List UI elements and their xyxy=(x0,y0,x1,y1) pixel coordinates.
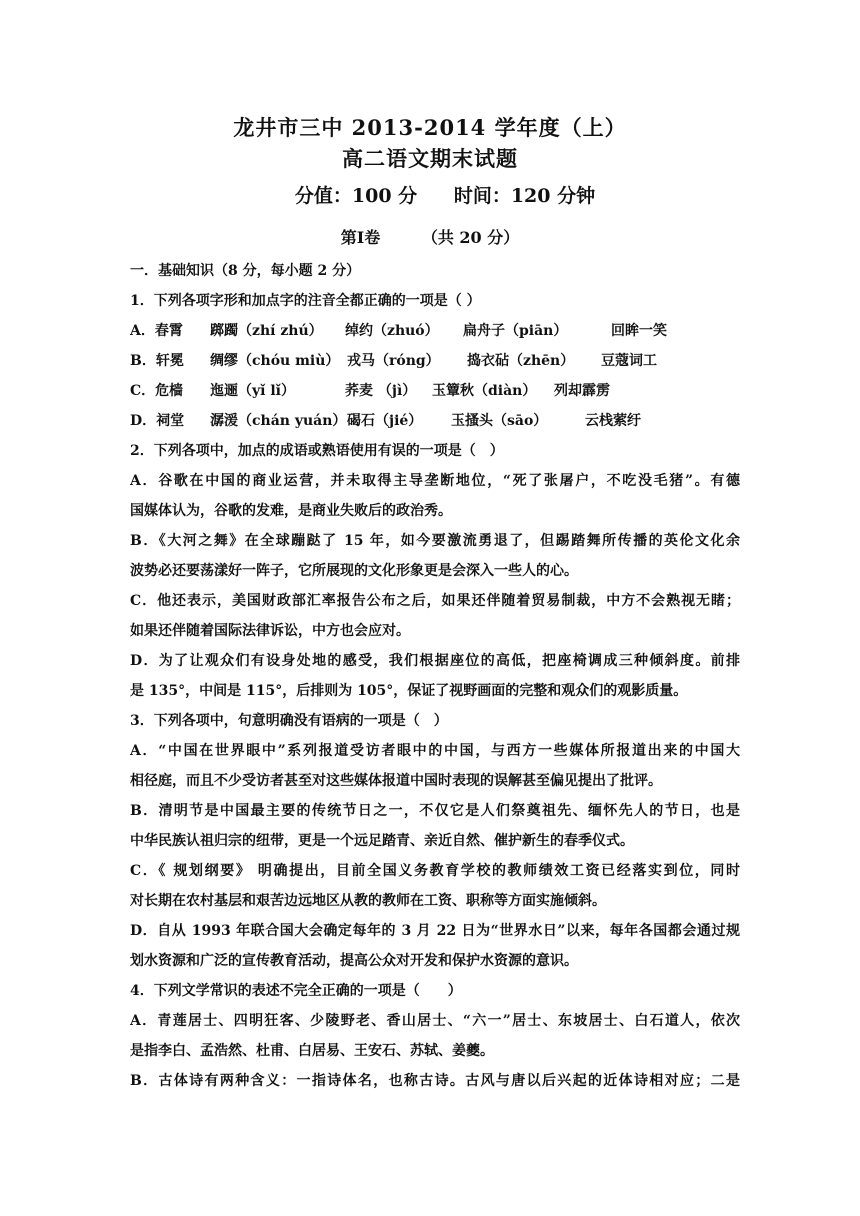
score-label: 分值：100 分 xyxy=(294,185,418,207)
section-points: （共 20 分） xyxy=(421,228,520,247)
option-cell: 潺湲（chán yuán） xyxy=(210,413,347,429)
option-cell: 玉搔头（sāo） xyxy=(451,413,548,429)
option-cell: 踯躅（zhí zhú） xyxy=(210,323,323,339)
option-cell: 玉簟秋（diàn） xyxy=(432,383,537,399)
question-1-option-a xyxy=(130,316,740,346)
question-1-option-d xyxy=(130,406,740,436)
option-cell: 迤逦（yǐ lǐ） xyxy=(210,383,295,399)
question-3-line: A．“中国在世界眼中”系列报道受访者眼中的中国，与西方一些媒体所报道出来的中国大 xyxy=(130,743,740,759)
question-4-line: 是指李白、孟浩然、杜甫、白居易、王安石、苏轼、姜夔。 xyxy=(130,1043,494,1059)
part-heading: 一．基础知识（8 分，每小题 2 分） xyxy=(130,263,361,279)
option-cell: 捣衣砧（zhēn） xyxy=(467,353,575,369)
option-cell: A．春霄 xyxy=(130,323,183,339)
option-cell: 戎马（róng） xyxy=(347,353,440,369)
question-3-line: C．《 规划纲要》 明确提出，目前全国义务教育学校的教师绩效工资已经落实到位，同时 xyxy=(130,863,740,879)
option-cell: 云栈萦纡 xyxy=(585,413,641,429)
question-2-line: D．为了让观众们有设身处地的感受，我们根据座位的高低，把座椅调成三种倾斜度。前排 xyxy=(130,653,740,669)
section-heading xyxy=(0,225,860,248)
exam-title: 龙井市三中 2013-2014 学年度（上） xyxy=(233,115,627,140)
question-1-stem: 1．下列各项字形和加点字的注音全都正确的一项是（ ） xyxy=(130,293,481,309)
exam-subtitle: 高二语文期末试题 xyxy=(342,146,518,171)
question-3-line: 相径庭，而且不少受访者甚至对这些媒体报道中国时表现的误解甚至偏见提出了批评。 xyxy=(130,773,662,789)
question-4-line: B．古体诗有两种含义：一指诗体名，也称古诗。古风与唐以后兴起的近体诗相对应；二是 xyxy=(130,1073,740,1089)
option-cell: D．祠堂 xyxy=(130,413,185,429)
option-cell: C．危樯 xyxy=(130,383,184,399)
option-cell: 列却霹雳 xyxy=(554,383,610,399)
option-cell: 回眸一笑 xyxy=(611,323,667,339)
section-name: 第Ⅰ卷 xyxy=(340,228,381,247)
question-3-stem: 3．下列各项中，句意明确没有语病的一项是（ ） xyxy=(130,713,448,729)
question-2-line: 国媒体认为，谷歌的发难，是商业失败后的政治秀。 xyxy=(130,503,452,519)
option-cell: 绸缪（chóu miù） xyxy=(210,353,340,369)
question-2-line: 波势必还要荡漾好一阵子，它所展现的文化形象更是会深入一些人的心。 xyxy=(130,563,578,579)
question-4-stem: 4．下列文学常识的表述不完全正确的一项是（ ） xyxy=(130,983,462,999)
option-cell: 扁舟子（piān） xyxy=(463,323,568,339)
question-2-line: 是 135°，中间是 115°，后排则为 105°，保证了视野画面的完整和观众们的观影质量。 xyxy=(130,683,688,699)
question-2-line: C．他还表示，美国财政部汇率报告公布之后，如果还伴随着贸易制裁，中方不会熟视无睹； xyxy=(130,593,740,609)
exam-body xyxy=(130,256,740,1096)
question-2-line: 如果还伴随着国际法律诉讼，中方也会应对。 xyxy=(130,623,410,639)
question-3-line: 对长期在农村基层和艰苦边远地区从教的教师在工资、职称等方面实施倾斜。 xyxy=(130,893,606,909)
option-cell: 碣石（jié） xyxy=(347,413,423,429)
question-2-line: A．谷歌在中国的商业运营，并未取得主导垄断地位，“死了张屠户，不吃没毛猪”。有德 xyxy=(130,473,740,489)
question-3-line: 划水资源和广泛的宣传教育活动，提高公众对开发和保护水资源的意识。 xyxy=(130,953,578,969)
question-2-stem: 2．下列各项中，加点的成语或熟语使用有误的一项是（ ） xyxy=(130,443,504,459)
exam-meta xyxy=(0,181,860,208)
option-cell: 绰约（zhuó） xyxy=(345,323,439,339)
option-cell: 豆蔻词工 xyxy=(601,353,657,369)
time-label: 时间：120 分钟 xyxy=(453,185,596,207)
option-cell: B．轩冕 xyxy=(130,353,184,369)
question-3-line: B．清明节是中国最主要的传统节日之一，不仅它是人们祭奠祖先、缅怀先人的节日，也是 xyxy=(130,803,740,819)
question-3-line: 中华民族认祖归宗的纽带，更是一个远足踏青、亲近自然、催护新生的春季仪式。 xyxy=(130,833,634,849)
question-2-line: B．《大河之舞》在全球蹦跶了 15 年，如今要激流勇退了，但踢踏舞所传播的英伦文化余 xyxy=(130,533,740,549)
question-1-option-c xyxy=(130,376,740,406)
question-3-line: D．自从 1993 年联合国大会确定每年的 3 月 22 日为“世界水日”以来，每年各国都会通过规 xyxy=(130,923,740,939)
question-4-line: A．青莲居士、四明狂客、少陵野老、香山居士、“六一”居士、东坡居士、白石道人，依次 xyxy=(130,1013,740,1029)
question-1-option-b xyxy=(130,346,740,376)
option-cell: 荞麦 （jì） xyxy=(345,383,417,399)
